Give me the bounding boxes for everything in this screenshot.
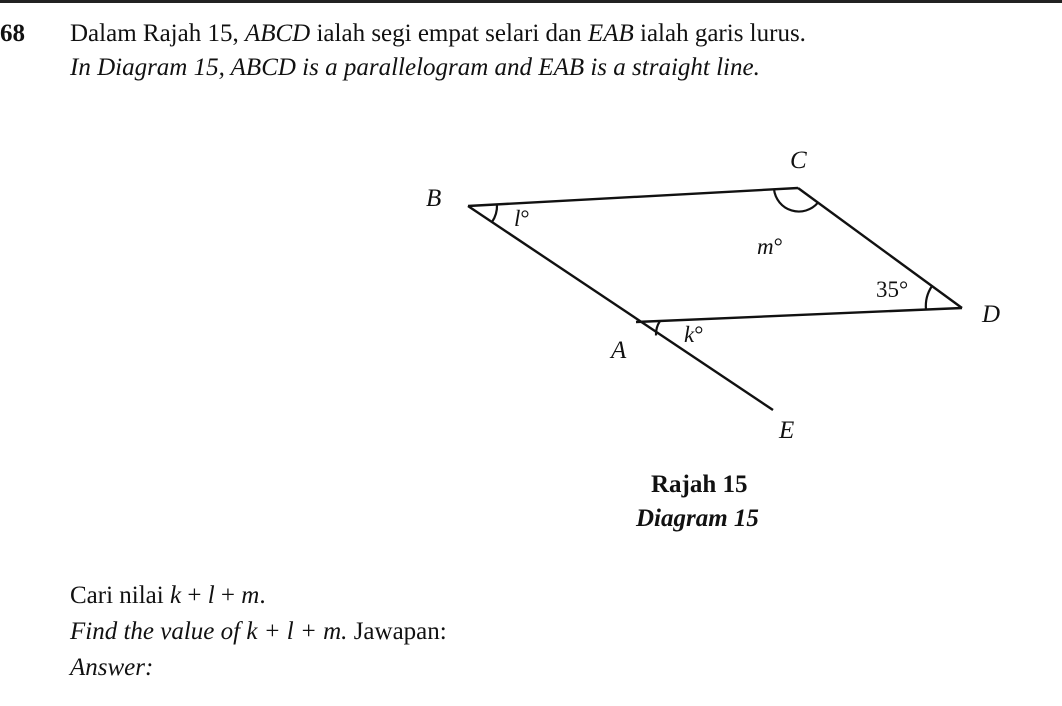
task-english [70,617,447,647]
question-number: 68 [0,20,25,47]
task-expr-plus-1: + [181,582,208,609]
angle-label-m [757,234,783,259]
task-expr-plus-2: + [214,582,242,609]
task-expr-l: l [207,582,215,609]
vertex-label-b: B [426,185,442,212]
task-english-prefix: Find the value of [70,618,247,645]
angle-label-35 [876,277,908,302]
diagram-caption-english: Diagram 15 [636,505,759,532]
vertex-label-a: A [611,337,627,364]
diagram-caption-malay: Rajah 15 [651,471,748,498]
angle-label-k-var: k [684,322,695,347]
task-expr-k: k [169,582,182,609]
angle-label-l-deg: ° [520,206,530,231]
task-expr-m: m [241,582,260,609]
angle-label-k [684,322,703,347]
edge-da [636,308,962,322]
vertex-label-c: C [790,147,807,174]
angle-arc-m [774,189,818,211]
task-malay-prefix: Cari nilai [70,582,170,609]
task-malay [70,581,266,611]
vertex-label-e: E [779,417,795,444]
angle-label-m-deg: ° [773,234,783,259]
prompt-english: In Diagram 15, ABCD is a parallelogram and EAB is a straight line. [70,54,760,81]
prompt-malay-line: EAB [587,20,634,47]
line-eab [468,206,773,410]
task-english-expr: k + l + m. [246,618,348,645]
prompt-malay-intro: Dalam Rajah 15, [70,20,245,47]
edge-bc [468,188,798,206]
vertex-label-d: D [982,301,1001,328]
answer-label-english: Answer: [70,654,154,681]
prompt-malay-shape: ABCD [244,20,311,47]
angle-label-k-deg: ° [694,322,704,347]
angle-label-l [514,206,530,231]
angle-label-35-deg: ° [899,277,909,302]
angle-arc-35 [926,286,932,310]
prompt-malay-end: ialah garis lurus. [633,20,806,47]
angle-label-m-var: m [757,234,774,259]
answer-label-malay: Jawapan: [347,618,447,645]
angle-arc-l [492,205,497,223]
angle-label-35-num: 35 [876,277,899,302]
prompt-malay-mid: ialah segi empat selari dan [310,20,588,47]
task-malay-suffix: . [259,582,266,609]
angle-label-l-var: l [514,206,521,231]
